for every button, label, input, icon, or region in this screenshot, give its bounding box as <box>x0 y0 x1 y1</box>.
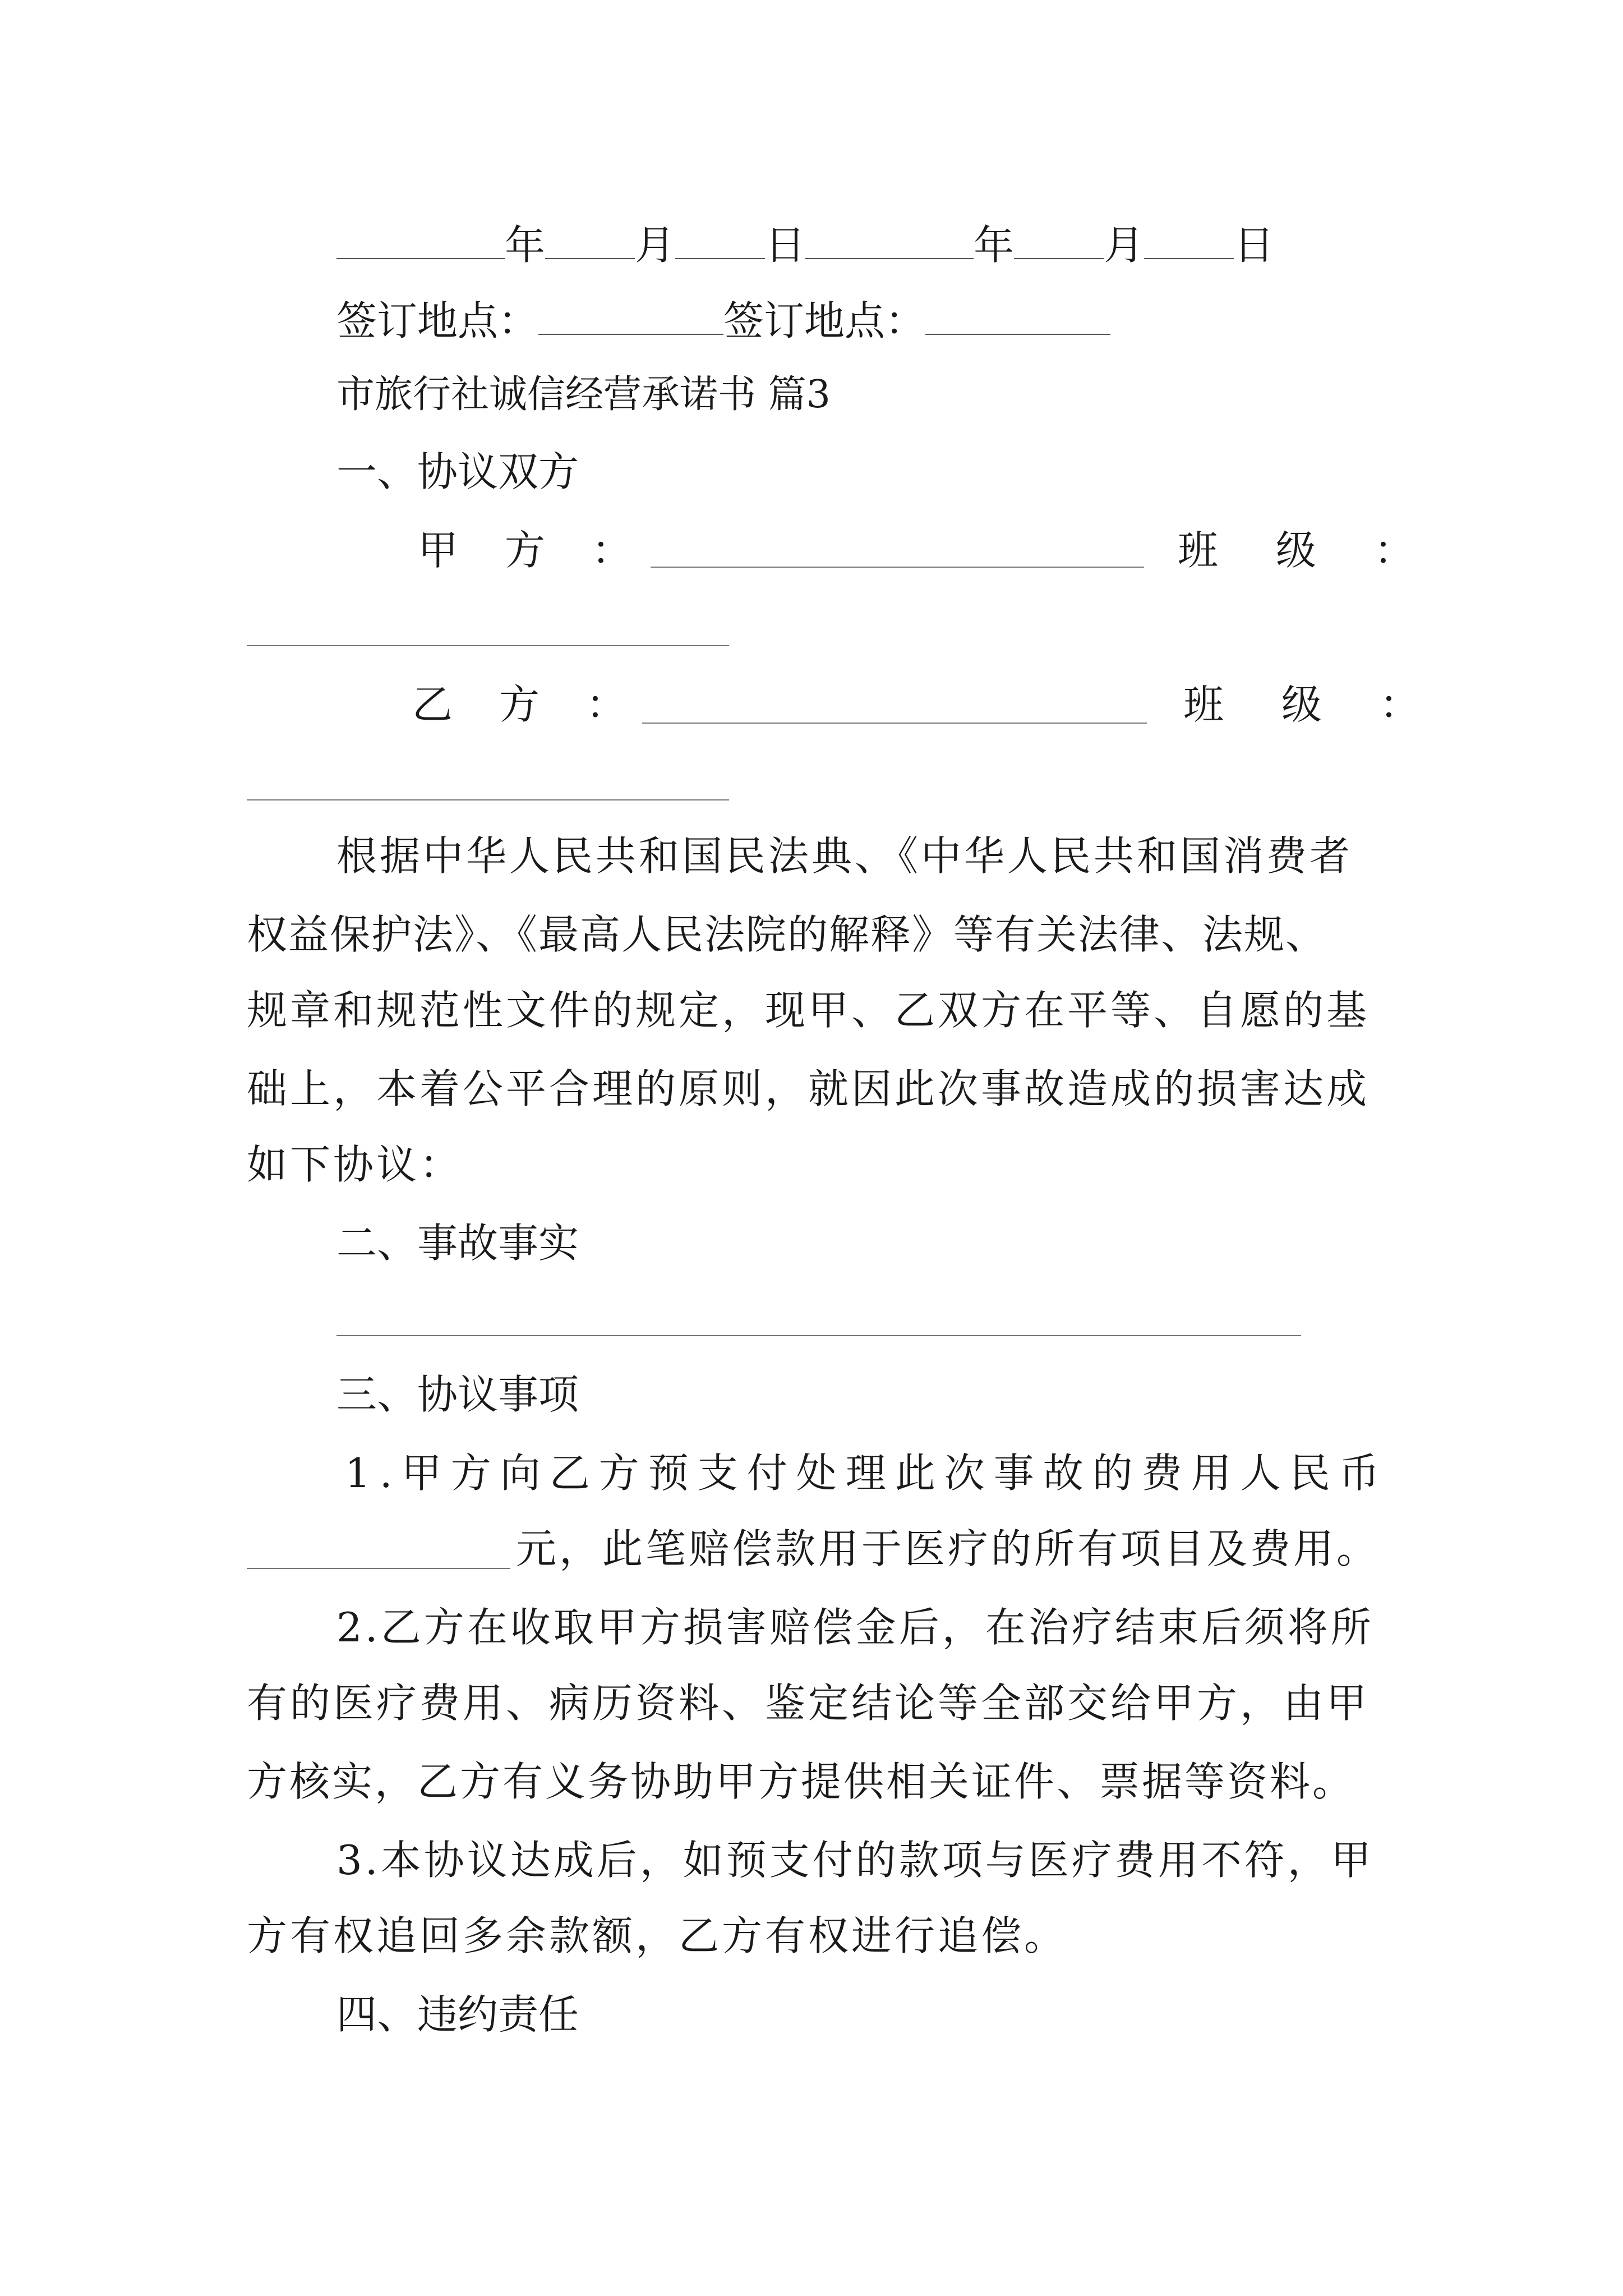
year-label: 年 <box>974 221 1015 269</box>
party-a-label: 甲 方 ： <box>418 527 649 574</box>
document-title: 市旅行社诚信经营承诺书 篇3 <box>336 372 831 417</box>
paragraph-line: 元，此笔赔偿款用于医疗的所有项目及费用。 <box>516 1525 1380 1572</box>
party-a-blank <box>651 567 1144 568</box>
party-b-blank <box>642 723 1147 724</box>
signing-place-label: 签订地点： <box>336 297 539 344</box>
signing-place-line <box>336 297 1110 344</box>
paragraph-line: 础上，本着公平合理的原则，就因此次事故造成的损害达成 <box>247 1065 1370 1112</box>
blank-day-left <box>675 222 765 259</box>
paragraph-line: 权益保护法》、《最高人民法院的解释》等有关法律、法规、 <box>247 911 1327 958</box>
paragraph-line: 2.乙方在收取甲方损害赔偿金后，在治疗结束后须将所 <box>336 1604 1374 1651</box>
blank-day-right <box>1144 222 1234 259</box>
party-b-label: 乙 方 ： <box>412 681 643 728</box>
section-heading: 一、协议双方 <box>336 448 579 495</box>
class-label: 班 级 ： <box>1183 681 1442 728</box>
month-label: 月 <box>1104 221 1145 269</box>
accident-facts-blank <box>336 1335 1301 1336</box>
month-label: 月 <box>635 221 676 269</box>
amount-blank <box>247 1568 510 1569</box>
paragraph-line: 根据中华人民共和国民法典、《中华人民共和国消费者 <box>336 832 1353 880</box>
class-blank <box>247 645 729 646</box>
paragraph-line: 3.本协议达成后，如预支付的款项与医疗费用不符，甲 <box>336 1837 1374 1884</box>
section-heading: 四、违约责任 <box>336 1991 579 2038</box>
signing-place-blank <box>538 297 723 335</box>
blank-year-left <box>336 222 505 259</box>
paragraph-line: 如下协议： <box>247 1141 463 1188</box>
class-label: 班 级 ： <box>1178 527 1437 574</box>
section-heading: 三、协议事项 <box>336 1371 579 1418</box>
date-line <box>336 221 1275 269</box>
day-label: 日 <box>1234 221 1275 269</box>
signing-place-label: 签订地点： <box>723 297 926 344</box>
class-blank <box>247 799 729 800</box>
blank-month-right <box>1014 222 1104 259</box>
paragraph-line: 规章和规范性文件的规定，现甲、乙双方在平等、自愿的基 <box>247 987 1370 1034</box>
blank-month-left <box>545 222 635 259</box>
section-heading: 二、事故事实 <box>336 1220 579 1267</box>
paragraph-line: 方核实，乙方有义务协助甲方提供相关证件、票据等资料。 <box>247 1758 1355 1805</box>
day-label: 日 <box>765 221 806 269</box>
signing-place-blank <box>925 297 1110 335</box>
year-label: 年 <box>505 221 546 269</box>
paragraph-line: 1.甲方向乙方预支付处理此次事故的费用人民币 <box>345 1450 1389 1497</box>
paragraph-line: 方有权追回多余款额，乙方有权进行追偿。 <box>247 1912 1068 1959</box>
blank-year-right <box>805 222 974 259</box>
paragraph-line: 有的医疗费用、病历资料、鉴定结论等全部交给甲方，由甲 <box>247 1680 1370 1727</box>
